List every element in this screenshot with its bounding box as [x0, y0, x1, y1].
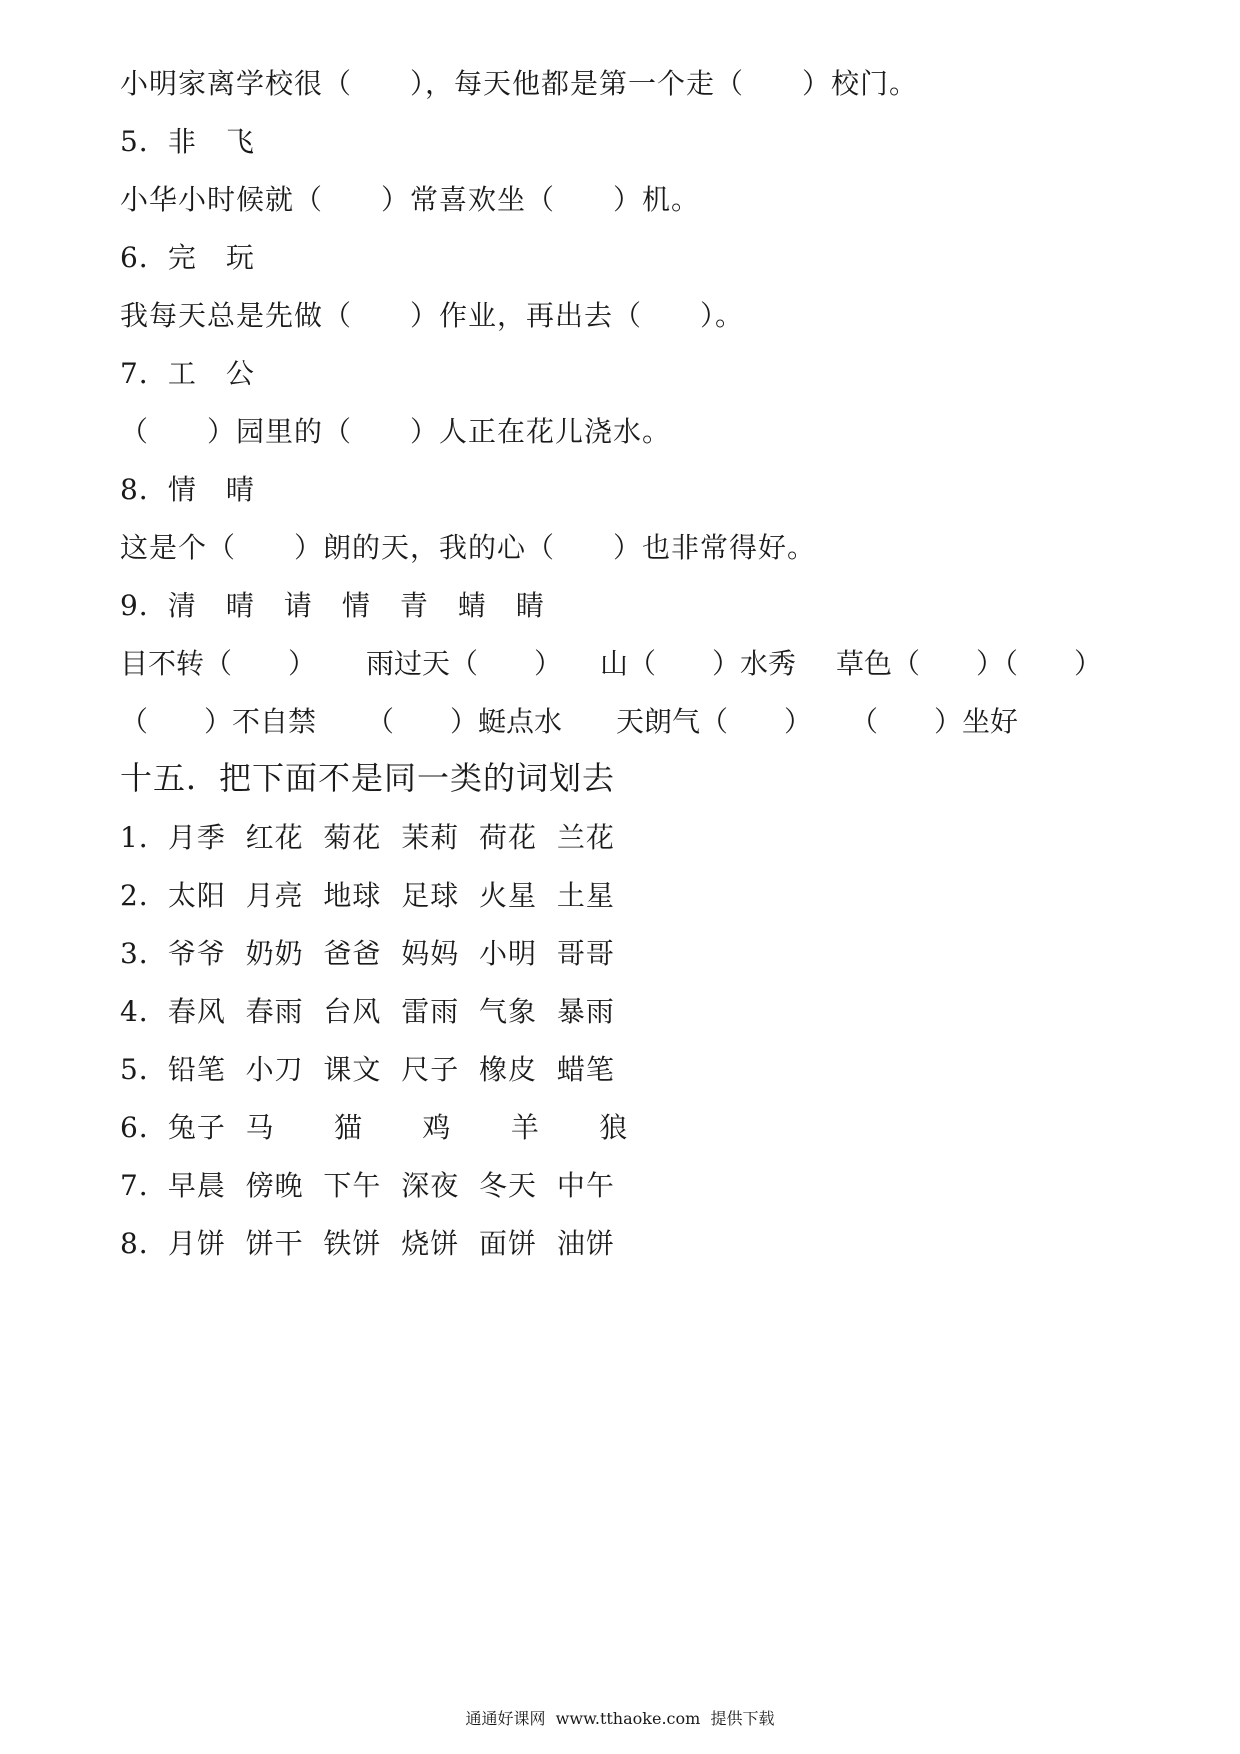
- exercise-line: 我每天总是先做（ ）作业，再出去（ ）。: [120, 299, 745, 332]
- word-group: 1．月季 红花 菊花 茉莉 荷花 兰花: [120, 821, 615, 854]
- idiom-item: （ ）蜓点水: [366, 705, 563, 738]
- exercise-label: 6．完 玩: [120, 241, 255, 274]
- word-group: 6．兔子 马 猫 鸡 羊 狼: [120, 1111, 629, 1144]
- exercise-line: 这是个（ ）朗的天，我的心（ ）也非常得好。: [120, 531, 817, 564]
- exercise-line: 小明家离学校很（ ），每天他都是第一个走（ ）校门。: [120, 67, 919, 100]
- word-group: 7．早晨 傍晚 下午 深夜 冬天 中午: [120, 1169, 615, 1202]
- section-heading: 十五．把下面不是同一类的词划去: [120, 759, 616, 797]
- word-group: 5．铅笔 小刀 课文 尺子 橡皮 蜡笔: [120, 1053, 615, 1086]
- exercise-label: 5．非 飞: [120, 125, 255, 158]
- word-group: 3．爷爷 奶奶 爸爸 妈妈 小明 哥哥: [120, 937, 615, 970]
- idiom-item: （ ）坐好: [850, 705, 1019, 738]
- idiom-item: 雨过天（ ）: [366, 647, 563, 680]
- word-group: 2．太阳 月亮 地球 足球 火星 土星: [120, 879, 615, 912]
- idiom-item: 天朗气（ ）: [616, 705, 813, 738]
- page-footer: 通通好课网 www.tthaoke.com 提供下载: [465, 1709, 775, 1728]
- idiom-row: [120, 702, 1120, 742]
- idiom-item: （ ）不自禁: [120, 705, 317, 738]
- idiom-item: 草色（ ）（ ）: [836, 647, 1103, 680]
- exercise-line: 小华小时候就（ ）常喜欢坐（ ）机。: [120, 183, 701, 216]
- idiom-row: [120, 644, 1120, 684]
- exercise-label: 7．工 公: [120, 357, 255, 390]
- idiom-item: 目不转（ ）: [120, 647, 317, 680]
- exercise-label: 8．情 晴: [120, 473, 255, 506]
- word-group: 4．春风 春雨 台风 雷雨 气象 暴雨: [120, 995, 615, 1028]
- idiom-item: 山（ ）水秀: [600, 647, 797, 680]
- exercise-label: 9．清 晴 请 情 青 蜻 睛: [120, 589, 545, 622]
- word-group: 8．月饼 饼干 铁饼 烧饼 面饼 油饼: [120, 1227, 615, 1260]
- exercise-line: （ ）园里的（ ）人正在花儿浇水。: [120, 415, 672, 448]
